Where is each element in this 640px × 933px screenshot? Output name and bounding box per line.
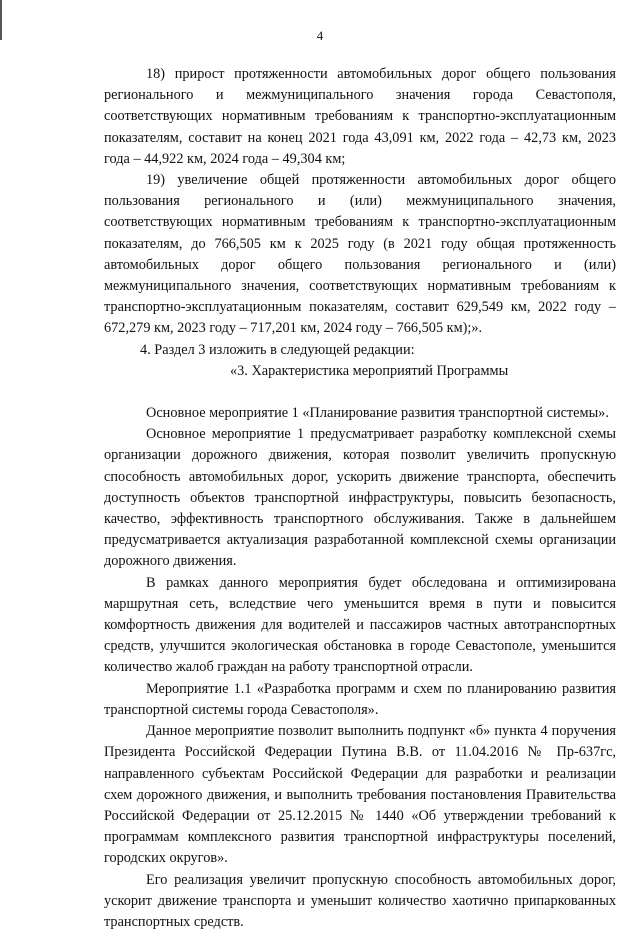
paragraph-route-network: В рамках данного мероприятия будет обследована и оптимизирована маршрутная сеть, вследствие чего уменьшится время в пути и повысится комфортность движения для водителей и пассажиров частных автотранспортных средств, улучшится экологическая обстановка в городе Севастополе, уменьшится количество жалоб граждан на работу транспортной отрасли. [104, 574, 616, 676]
spacer [104, 382, 616, 403]
paragraph-item-19: 19) увеличение общей протяженности автомобильных дорог общего пользования регионального и (или) межмуниципального значения, соответствующих нормативным требованиям к транспортно-эксплуатационным показателям, до 766,505 км к 2025 году (в 2021 году общая протяженность автомобильных дорог общего пользования регионального и (или) межмуниципального значения, соответствующих нормативным требованиям к транспортно-эксплуатационным показателям, составит 629,549 км, 2022 году – 672,279 км, 2023 году – 717,201 км, 2024 году – 766,505 км);». [104, 172, 616, 337]
paragraph-event-1-1-description: Данное мероприятие позволит выполнить подпункт «б» пункта 4 поручения Президента Российской Федерации Путина В.В. от 11.04.2016 № Пр-637гс, направленного субъектам Российской Федерации для разработки и реализации схем дорожного движения, и выполнить требования постановления Правительства Российской Федерации от 25.12.2015 № 1440 «Об утверждении требований к программам комплексного развития транспортной инфраструктуры поселений, городских округов». [104, 723, 616, 867]
paragraph-implementation: Его реализация увеличит пропускную способность автомобильных дорог, ускорит движение транспорта и уменьшит количество хаотично припаркованных транспортных средств. [104, 871, 616, 930]
paragraph-section-4: 4. Раздел 3 изложить в следующей редакции: [140, 341, 415, 358]
paragraph-main-event-description: Основное мероприятие 1 предусматривает разработку комплексной схемы организации дорожного движения, которая позволит увеличить пропускную способность автомобильных дорог, ускорить движение транспорта, обеспечить доступность объектов транспортной инфраструктуры, повысить безопасность, качество, эффективность транспортного обслуживания. Также в дальнейшем предусматривается актуализация разработанной комплексной схемы организации дорожного движения. [104, 426, 616, 570]
page-number: 4 [316, 28, 324, 43]
section-heading: «3. Характеристика мероприятий Программы [230, 362, 509, 379]
document-body [104, 64, 616, 933]
paragraph-event-1-1: Мероприятие 1.1 «Разработка программ и схем по планированию развития транспортной системы города Севастополя». [104, 680, 616, 718]
paragraph-item-18: 18) прирост протяженности автомобильных дорог общего пользования регионального и межмуниципального значения города Севастополя, соответствующих нормативным требованиям к транспортно-эксплуатационным показателям, составит на конец 2021 года 43,091 км, 2022 года – 42,73 км, 2023 года – 44,922 км, 2024 года – 49,304 км; [104, 66, 616, 167]
paragraph-main-event: Основное мероприятие 1 «Планирование развития транспортной системы». [146, 405, 609, 422]
